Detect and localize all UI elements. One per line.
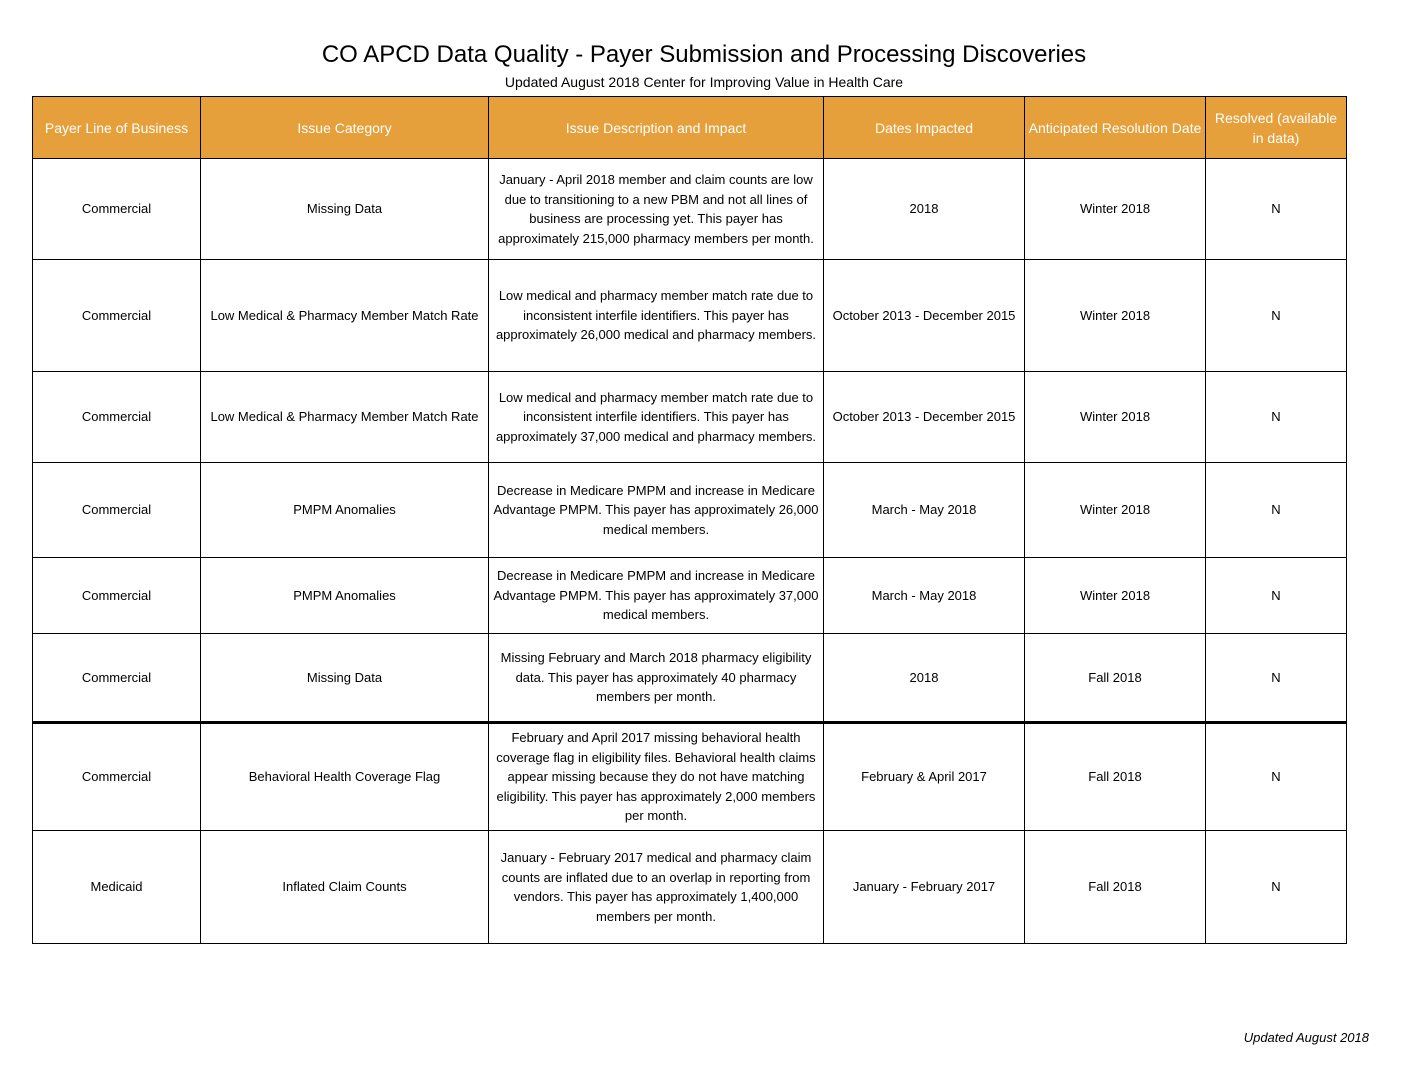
cell-resolution-date: Winter 2018 xyxy=(1025,159,1206,260)
cell-payer-line: Commercial xyxy=(33,372,201,463)
header-resolved: Resolved (available in data) xyxy=(1206,97,1347,159)
issues-table xyxy=(32,96,1347,944)
cell-resolution-date: Fall 2018 xyxy=(1025,634,1206,723)
cell-issue-category: Missing Data xyxy=(201,159,489,260)
cell-payer-line: Medicaid xyxy=(33,831,201,944)
header-anticipated-resolution-date: Anticipated Resolution Date xyxy=(1025,97,1206,159)
cell-resolved: N xyxy=(1206,372,1347,463)
cell-issue-category: PMPM Anomalies xyxy=(201,463,489,558)
table-row xyxy=(33,634,1347,723)
cell-dates-impacted: February & April 2017 xyxy=(824,723,1025,831)
table-row xyxy=(33,260,1347,372)
cell-issue-category: Missing Data xyxy=(201,634,489,723)
cell-dates-impacted: 2018 xyxy=(824,634,1025,723)
table-row xyxy=(33,558,1347,634)
cell-resolved: N xyxy=(1206,159,1347,260)
cell-resolution-date: Winter 2018 xyxy=(1025,372,1206,463)
header-issue-description: Issue Description and Impact xyxy=(489,97,824,159)
page-title: CO APCD Data Quality - Payer Submission and Processing Discoveries xyxy=(321,41,1087,68)
cell-dates-impacted: January - February 2017 xyxy=(824,831,1025,944)
cell-dates-impacted: 2018 xyxy=(824,159,1025,260)
cell-dates-impacted: October 2013 - December 2015 xyxy=(824,372,1025,463)
cell-resolved: N xyxy=(1206,723,1347,831)
cell-issue-category: PMPM Anomalies xyxy=(201,558,489,634)
table-row xyxy=(33,723,1347,831)
cell-resolution-date: Winter 2018 xyxy=(1025,260,1206,372)
cell-resolution-date: Winter 2018 xyxy=(1025,463,1206,558)
header-issue-category: Issue Category xyxy=(201,97,489,159)
cell-dates-impacted: October 2013 - December 2015 xyxy=(824,260,1025,372)
cell-issue-description: Decrease in Medicare PMPM and increase in Medicare Advantage PMPM. This payer has approximately 37,000 medical members. xyxy=(489,558,824,634)
cell-issue-description: Low medical and pharmacy member match rate due to inconsistent interfile identifiers. This payer has approximately 26,000 medical and pharmacy members. xyxy=(489,260,824,372)
cell-dates-impacted: March - May 2018 xyxy=(824,463,1025,558)
cell-resolution-date: Fall 2018 xyxy=(1025,723,1206,831)
cell-payer-line: Commercial xyxy=(33,463,201,558)
cell-issue-category: Low Medical & Pharmacy Member Match Rate xyxy=(201,260,489,372)
table-row xyxy=(33,159,1347,260)
table-row xyxy=(33,463,1347,558)
cell-resolution-date: Winter 2018 xyxy=(1025,558,1206,634)
header-payer-line-of-business: Payer Line of Business xyxy=(33,97,201,159)
cell-payer-line: Commercial xyxy=(33,723,201,831)
header-dates-impacted: Dates Impacted xyxy=(824,97,1025,159)
footer-updated-note: Updated August 2018 xyxy=(1243,1030,1369,1045)
cell-payer-line: Commercial xyxy=(33,634,201,723)
cell-issue-category: Low Medical & Pharmacy Member Match Rate xyxy=(201,372,489,463)
cell-issue-description: January - February 2017 medical and pharmacy claim counts are inflated due to an overlap in reporting from vendors. This payer has approximately 1,400,000 members per month. xyxy=(489,831,824,944)
cell-issue-category: Behavioral Health Coverage Flag xyxy=(201,723,489,831)
cell-resolved: N xyxy=(1206,260,1347,372)
table-row xyxy=(33,831,1347,944)
cell-issue-description: Missing February and March 2018 pharmacy eligibility data. This payer has approximately 40 pharmacy members per month. xyxy=(489,634,824,723)
cell-resolved: N xyxy=(1206,634,1347,723)
cell-issue-description: February and April 2017 missing behavioral health coverage flag in eligibility files. Behavioral health claims appear missing because they do not have matching eligibility. This payer has approximately 2,000 members per month. xyxy=(489,723,824,831)
cell-payer-line: Commercial xyxy=(33,558,201,634)
page-subtitle: Updated August 2018 Center for Improving Value in Health Care xyxy=(504,74,904,90)
cell-issue-description: Decrease in Medicare PMPM and increase in Medicare Advantage PMPM. This payer has approximately 26,000 medical members. xyxy=(489,463,824,558)
cell-resolution-date: Fall 2018 xyxy=(1025,831,1206,944)
table-row xyxy=(33,372,1347,463)
cell-issue-description: January - April 2018 member and claim counts are low due to transitioning to a new PBM and not all lines of business are processing yet. This payer has approximately 215,000 pharmacy members per month. xyxy=(489,159,824,260)
cell-dates-impacted: March - May 2018 xyxy=(824,558,1025,634)
cell-issue-description: Low medical and pharmacy member match rate due to inconsistent interfile identifiers. This payer has approximately 37,000 medical and pharmacy members. xyxy=(489,372,824,463)
cell-resolved: N xyxy=(1206,463,1347,558)
cell-issue-category: Inflated Claim Counts xyxy=(201,831,489,944)
cell-payer-line: Commercial xyxy=(33,260,201,372)
table-header-row xyxy=(33,97,1347,159)
cell-payer-line: Commercial xyxy=(33,159,201,260)
cell-resolved: N xyxy=(1206,558,1347,634)
cell-resolved: N xyxy=(1206,831,1347,944)
